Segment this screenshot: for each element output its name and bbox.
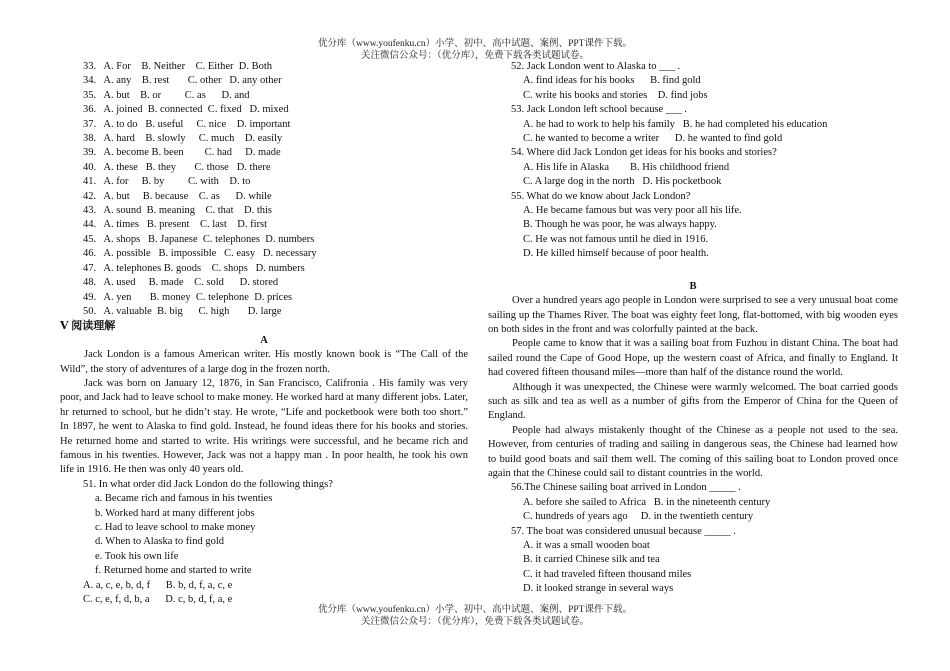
cloze-answer-row: 46. A. possible B. impossible C. easy D. necessary <box>83 248 317 260</box>
answer-choice: D. He killed himself because of poor health. <box>523 248 709 260</box>
answer-choice: A. it was a small wooden boat <box>523 540 650 551</box>
passage-paragraph: People had always mistakenly thought of the Chinese as a people not used to the sea. However, from centuries of trading and sailing in dangerous seas, the Chinese had learned how to build good boats and sail them well. The coming of this sailing boat to London proved once again that the Chinese could sail to distant countries in the world. <box>488 424 898 479</box>
question-stem: 54. Where did Jack London get ideas for his books and stories? <box>511 147 777 159</box>
cloze-answer-row: 48. A. used B. made C. sold D. stored <box>83 277 279 289</box>
answer-choice: C. he wanted to become a writer D. he wanted to find gold <box>523 133 783 145</box>
right-column <box>488 60 898 597</box>
ordering-item: f. Returned home and started to write <box>95 565 252 577</box>
footer-line: 关注微信公众号：（优分库），免费下载各类试题试卷。 <box>360 617 589 627</box>
cloze-answer-row: 49. A. yen B. money C. telephone D. prices <box>83 291 293 303</box>
passage-a-label: A <box>260 334 268 346</box>
header-line: 关注微信公众号：（优分库），免费下载各类试题试卷。 <box>360 51 589 61</box>
spacer <box>488 262 898 280</box>
passage-b-label: B <box>689 280 697 292</box>
ordering-item: c. Had to leave school to make money <box>95 522 256 533</box>
page-header <box>0 38 950 62</box>
answer-choice: D. it looked strange in several ways <box>523 583 674 595</box>
question-56 <box>488 481 898 524</box>
passage-paragraph: Jack London is a famous American writer. His mostly known book is “The Call of the Wild”, the story of adventures of a large dog in the frozen north. <box>60 349 468 375</box>
answer-choice: A. He became famous but was very poor all his life. <box>523 205 742 217</box>
question-51 <box>60 478 468 608</box>
question-52 <box>488 60 898 103</box>
header-line: 优分库（www.youfenku.cn）小学、初中、高中试题、案例、PPT课件下载。 <box>318 39 632 49</box>
cloze-answer-row: 38. A. hard B. slowly C. much D. easily <box>83 133 283 145</box>
cloze-answer-row: 39. A. become B. been C. had D. made <box>83 147 281 159</box>
passage-paragraph: Over a hundred years ago people in London were surprised to see a very unusual boat come sailing up the Thames River. The boat was eighty feet long, flat-bottomed, with big wooden eyes on both sides in the front and was colorfully painted at the back. <box>488 295 898 335</box>
question-53 <box>488 103 898 146</box>
question-stem: 55. What do we know about Jack London? <box>511 190 691 202</box>
question-stem: 57. The boat was considered unusual because _____ . <box>511 525 736 537</box>
answer-choice: B. it carried Chinese silk and tea <box>523 554 660 566</box>
question-stem: 51. In what order did Jack London do the following things? <box>83 478 333 490</box>
question-55 <box>488 190 898 262</box>
question-stem: 53. Jack London left school because ___ . <box>511 104 687 116</box>
cloze-answer-row: 40. A. these B. they C. those D. there <box>83 161 271 173</box>
cloze-answer-row: 34. A. any B. rest C. other D. any other <box>83 75 282 87</box>
cloze-answer-row: 43. A. sound B. meaning C. that D. this <box>83 205 272 217</box>
cloze-answer-row: 42. A. but B. because C. as D. while <box>83 190 272 202</box>
answer-choice: C. write his books and stories D. find jobs <box>523 89 708 101</box>
ordering-item: e. Took his own life <box>95 550 179 562</box>
answer-choice: B. Though he was poor, he was always happy. <box>523 219 717 231</box>
cloze-answer-row: 35. A. but B. or C. as D. and <box>83 89 250 101</box>
ordering-item: b. Worked hard at many different jobs <box>95 507 255 519</box>
cloze-answer-row: 41. A. for B. by C. with D. to <box>83 176 251 188</box>
answer-choice: C. hundreds of years ago D. in the twentieth century <box>523 511 754 523</box>
question-stem: 52. Jack London went to Alaska to ___ . <box>511 61 681 72</box>
answer-choice: C. A large dog in the north D. His pocketbook <box>523 176 722 188</box>
ordering-item: a. Became rich and famous in his twenties <box>95 493 273 505</box>
cloze-answer-row: 47. A. telephones B. goods C. shops D. numbers <box>83 262 305 274</box>
answer-choice: C. it had traveled fifteen thousand miles <box>523 568 692 580</box>
answer-choice: A. before she sailed to Africa B. in the nineteenth century <box>523 496 771 508</box>
answer-choice: A. he had to work to help his family B. he had completed his education <box>523 118 828 130</box>
cloze-answer-row: 33. A. For B. Neither C. Either D. Both <box>83 61 272 72</box>
ordering-item: d. When to Alaska to find gold <box>95 536 224 548</box>
passage-paragraph: People came to know that it was a sailing boat from Fuzhou in distant China. The boat had sailed round the Cape of Good Hope, up the western coast of Africa, and finally to England. It had covered fifteen thousand miles—more than half of the distance round the world. <box>488 338 898 379</box>
cloze-options <box>60 60 468 319</box>
cloze-answer-row: 50. A. valuable B. big C. high D. large <box>83 305 282 317</box>
question-57 <box>488 525 898 597</box>
question-stem: 56.The Chinese sailing boat arrived in London _____ . <box>511 482 741 494</box>
cloze-answer-row: 44. A. times B. present C. last D. first <box>83 219 268 231</box>
answer-choice: C. c, e, f, d, b, a D. c, b, d, f, a, e <box>83 594 233 606</box>
question-54 <box>488 146 898 189</box>
passage-paragraph: Although it was unexpected, the Chinese were warmly welcomed. The boat carried goods such as silk and tea as well as a number of gifts from the Emperor of China for the Queen of England. <box>488 381 898 422</box>
section-title: Ⅴ 阅读理解 <box>60 320 116 333</box>
cloze-answer-row: 36. A. joined B. connected C. fixed D. mixed <box>83 104 289 116</box>
answer-choice: A. a, c, e, b, d, f B. b, d, f, a, c, e <box>83 579 233 591</box>
answer-choice: A. His life in Alaska B. His childhood friend <box>523 161 730 173</box>
footer-line: 优分库（www.youfenku.cn）小学、初中、高中试题、案例、PPT课件下载。 <box>318 605 632 615</box>
passage-paragraph: Jack was born on January 12, 1876, in San Francisco, Califronia . His family was very poor, and Jack had to leave school to make money. He worked hard at many different jobs. Later, hr returned to school, but he didn’t stay. He wrote, “Life and pocketbook were both too short.” In 1897, he went to Alaska to find gold. Instead, he found ideas there for his books and stories. He returned home and started to write. His writings were successful, and he became rich and famous in his twenties. However, Jack was not a happy man . In poor health, he took his own life in 1916. He then was only 40 years old. <box>60 377 468 476</box>
cloze-answer-row: 45. A. shops B. Japanese C. telephones D. numbers <box>83 233 315 245</box>
answer-choice: C. He was not famous until he died in 1916. <box>523 233 709 245</box>
page-footer <box>0 604 950 628</box>
answer-choice: A. find ideas for his books B. find gold <box>523 75 701 87</box>
cloze-answer-row: 37. A. to do B. useful C. nice D. important <box>83 118 291 130</box>
left-column <box>60 60 468 607</box>
